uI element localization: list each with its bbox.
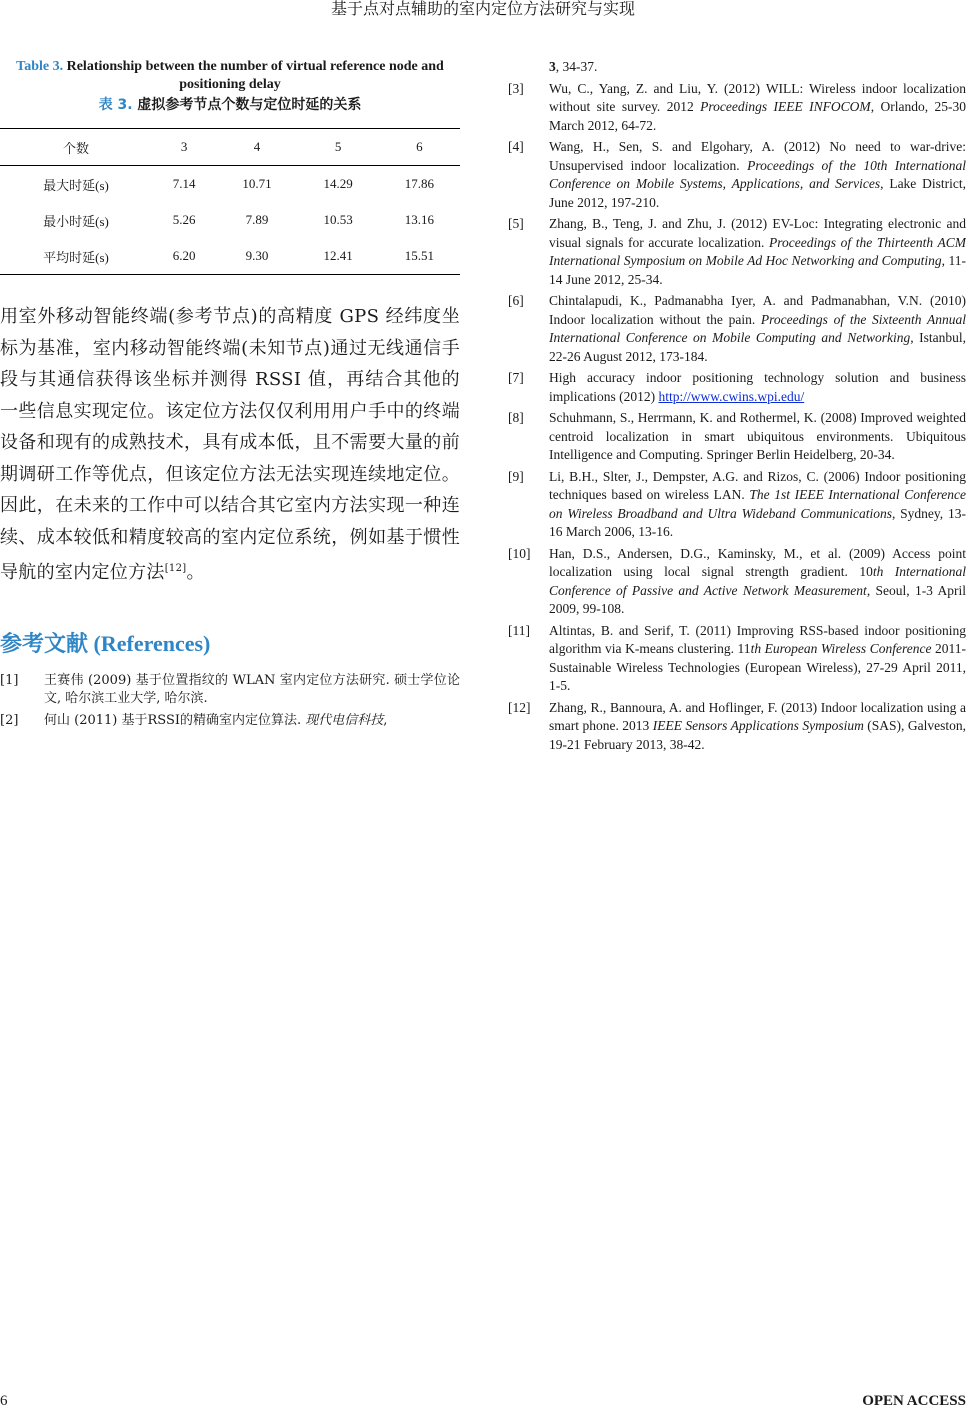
- reference-text: Li, B.H., Slter, J., Dempster, A.G. and Rizos, C. (2006) Indoor positioning techniques based on wireless LAN.: [549, 468, 966, 502]
- reference-text-after: , Seoul, 1-3 April 2009, 99-108.: [549, 582, 966, 616]
- body-paragraph: [0, 301, 460, 589]
- reference-number: [7]: [508, 370, 524, 385]
- reference-item: [508, 215, 966, 289]
- reference-text: Zhang, B., Teng, J. and Zhu, J. (2012) EV-Loc: Integrating electronic and visual signals for accurate localization.: [549, 216, 966, 250]
- table-cell: 平均时延(s): [43, 249, 109, 265]
- table-cell: 15.51: [404, 248, 434, 263]
- reference-item: [0, 672, 460, 709]
- body-text-end: 。: [186, 562, 205, 583]
- reference-text-after: ,: [383, 712, 388, 728]
- reference-number: [8]: [508, 410, 524, 425]
- reference-venue: Proceedings of the 10th International Conference on Mobile Systems, Applications, and Services: [549, 157, 966, 191]
- table-cell: 6.20: [172, 248, 196, 263]
- reference-number: [1]: [0, 672, 19, 688]
- reference-volume: 3: [549, 59, 556, 74]
- references-heading: [0, 627, 460, 658]
- table-cell: 7.89: [245, 212, 269, 227]
- table-header-cell: 5: [334, 139, 342, 154]
- reference-text: Schuhmann, S., Herrmann, K. and Rothermel, K. (2008) Improved weighted centroid localization in smart ubiquitous environments. Ubiquitous Intelligence and Computing. Springer Berlin Heidelberg, 20-34.: [549, 410, 966, 462]
- reference-item: [0, 712, 460, 731]
- table-caption-cn-text: 虚拟参考节点个数与定位时延的关系: [137, 97, 362, 113]
- reference-continuation: [508, 58, 966, 77]
- right-column: [508, 58, 966, 757]
- reference-venue: th International Conference of Passive and Active Network Measurement: [549, 564, 966, 598]
- table-cell: 9.30: [245, 248, 269, 263]
- table-cell: 12.41: [323, 248, 353, 263]
- reference-item: [508, 622, 966, 696]
- table-caption-en-text: Relationship between the number of virtual reference node and positioning delay: [66, 59, 444, 92]
- reference-text-after: (SAS), Galveston, 19-21 February 2013, 38-42.: [549, 718, 966, 752]
- reference-text: 何山 (2011) 基于RSSI的精确室内定位算法.: [44, 712, 306, 728]
- table-row: [0, 238, 460, 275]
- reference-number: [11]: [508, 622, 530, 638]
- references-heading-zh: 参考文献: [0, 631, 89, 657]
- body-text: 用室外移动智能终端(参考节点)的高精度 GPS 经纬度坐标为基准，室内移动智能终端(未知节点)通过无线通信手段与其通信获得该坐标并测得 RSSI 值，再结合其他的一些信息实现定位。该定位方法仅仅利用用户手中的终端设备和现有的成熟技术，具有成本低，且不需要大量的前期调研工作等优点，但该定位方法无法实现连续地定位。因此，在未来的工作中可以结合其它室内方法实现一种连续、成本较低和精度较高的室内定位系统，例如基于惯性导航的室内定位方法: [0, 306, 460, 583]
- table-header-cell: 3: [180, 139, 188, 154]
- table-cell: 最小时延(s): [43, 213, 109, 229]
- references-heading-en: (References): [93, 630, 211, 656]
- reference-venue: IEEE Sensors Applications Symposium: [652, 718, 864, 733]
- reference-number: [3]: [508, 80, 524, 96]
- reference-item: [508, 409, 966, 465]
- reference-text: Altintas, B. and Serif, T. (2011) Improving RSS-based indoor positioning algorithm via K-means clustering. 11: [549, 622, 966, 656]
- reference-text-after: , Sydney, 13-16 March 2006, 13-16.: [549, 505, 966, 539]
- table-caption: [0, 58, 460, 114]
- page-number: 6: [0, 1393, 8, 1409]
- citation-superscript[interactable]: [12]: [164, 563, 187, 574]
- reference-text: Han, D.S., Andersen, D.G., Kaminsky, M., et al. (2009) Access point localization using local signal strength gradient. 10: [549, 545, 966, 579]
- table-cell: 13.16: [404, 212, 434, 227]
- table-cell: 最大时延(s): [43, 177, 109, 193]
- open-access-label: OPEN ACCESS: [862, 1393, 966, 1409]
- table-cell: 10.71: [242, 176, 272, 191]
- reference-text-after: , Orlando, 25-30 March 2012, 64-72.: [549, 99, 966, 133]
- reference-text: Wang, H., Sen, S. and Elgohary, A. (2012) No need to war-drive: Unsupervised indoor localization.: [549, 139, 966, 173]
- table-header-cell: 个数: [62, 140, 89, 156]
- table-caption-en-label: Table 3.: [16, 59, 64, 74]
- reference-venue: Proceedings IEEE INFOCOM: [700, 99, 871, 114]
- reference-number: [9]: [508, 468, 524, 484]
- table-cell: 7.14: [172, 176, 196, 191]
- reference-item: [508, 545, 966, 619]
- table-caption-cn: [0, 96, 460, 114]
- table-header-row: [0, 129, 460, 166]
- reference-text: High accuracy indoor positioning technology solution and business implications (2012): [549, 370, 966, 404]
- reference-number: [12]: [508, 699, 531, 715]
- reference-item: [508, 80, 966, 136]
- reference-item: [508, 138, 966, 212]
- table-header-cell: 6: [416, 139, 423, 154]
- reference-item: [508, 468, 966, 542]
- reference-text: 王赛伟 (2009) 基于位置指纹的 WLAN 室内定位方法研究. 硕士学位论文, 哈尔滨工业大学, 哈尔滨.: [44, 672, 460, 706]
- reference-venue: th European Wireless Conference: [750, 641, 932, 656]
- reference-number: [2]: [0, 712, 19, 728]
- table-cell: 10.53: [323, 212, 353, 227]
- delay-table: [0, 128, 460, 275]
- left-column: [0, 58, 460, 733]
- reference-venue: Proceedings of the Sixteenth Annual International Conference on Mobile Computing and Networking: [549, 311, 966, 345]
- reference-text-after: 2011-Sustainable Wireless Technologies (European Wireless), 27-29 April 2011, 1-5.: [549, 641, 966, 693]
- reference-venue: Proceedings of the Thirteenth ACM International Symposium on Mobile Ad Hoc Networking and Computing: [549, 234, 966, 268]
- reference-item: [508, 699, 966, 755]
- reference-list-left: [0, 672, 460, 731]
- reference-number: [6]: [508, 293, 524, 308]
- reference-item: [508, 292, 966, 366]
- reference-number: [4]: [508, 139, 524, 154]
- table-caption-cn-label: 表 3.: [98, 97, 133, 113]
- running-header: 基于点对点辅助的室内定位方法研究与实现: [330, 1, 635, 18]
- reference-text-after: , Istanbul, 22-26 August 2012, 173-184.: [549, 330, 966, 364]
- reference-venue: The 1st IEEE International Conference on Wireless Broadband and Ultra Wideband Communications: [549, 487, 966, 521]
- reference-number: [5]: [508, 216, 524, 231]
- reference-number: [10]: [508, 545, 531, 561]
- table-cell: 17.86: [404, 176, 434, 191]
- reference-journal: 现代电信科技: [305, 712, 384, 728]
- reference-text-after: , Lake District, June 2012, 197-210.: [549, 176, 966, 210]
- reference-text: Chintalapudi, K., Padmanabha Iyer, A. and Padmanabhan, V.N. (2010) Indoor localization without the pain.: [549, 293, 966, 327]
- reference-text-after: , 11-14 June 2012, 25-34.: [549, 253, 966, 287]
- reference-link[interactable]: http://www.cwins.wpi.edu/: [658, 388, 805, 404]
- reference-text: Zhang, R., Bannoura, A. and Hoflinger, F. (2013) Indoor localization using a smart phone. 2013: [549, 699, 966, 733]
- table-row: [0, 166, 460, 203]
- table-cell: 14.29: [323, 176, 353, 191]
- table-cell: 5.26: [172, 212, 196, 227]
- reference-pages: , 34-37.: [555, 59, 598, 74]
- table-header-cell: 4: [253, 139, 261, 154]
- table-row: [0, 202, 460, 238]
- reference-text: Wu, C., Yang, Z. and Liu, Y. (2012) WILL: Wireless indoor localization without site survey. 2012: [549, 80, 966, 114]
- reference-item: [508, 369, 966, 406]
